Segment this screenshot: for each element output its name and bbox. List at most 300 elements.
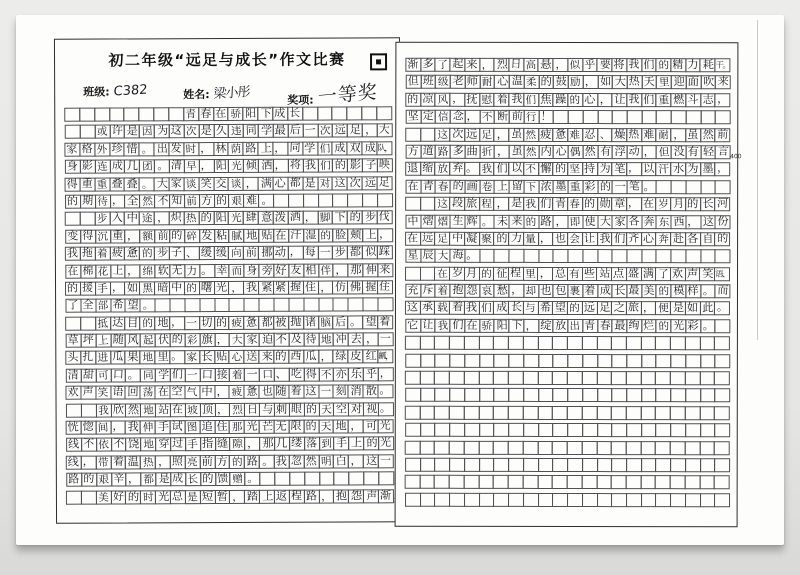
grid-cell: 然 — [700, 128, 716, 142]
grid-cell: 来 — [464, 58, 480, 72]
grid-cell — [65, 316, 81, 330]
grid-cell: 可 — [96, 368, 112, 382]
grid-row — [405, 92, 730, 107]
grid-cell: 次 — [449, 127, 465, 141]
name-value: 梁小彤 — [213, 84, 250, 103]
grid-cell: 的 — [65, 282, 81, 296]
grid-cell: 无 — [169, 264, 185, 278]
grid-cell: 着 — [377, 315, 393, 329]
grid-cell — [493, 336, 509, 350]
grid-cell: 老 — [450, 75, 466, 89]
grid-row — [65, 158, 393, 173]
grid-cell: 因 — [139, 125, 155, 139]
grid-cell — [155, 299, 171, 313]
grid-cell: 长 — [700, 197, 716, 211]
grid-cell: 程 — [479, 197, 495, 211]
grid-cell: 而 — [715, 284, 731, 298]
grid-cell — [686, 110, 702, 124]
grid-cell: 紧 — [273, 281, 289, 295]
grid-cell — [715, 389, 731, 403]
grid-cell: 疲 — [538, 128, 554, 142]
grid-cell: 渐 — [378, 489, 394, 503]
grid-cell: 得 — [304, 367, 320, 381]
grid-cell: 师 — [465, 75, 481, 89]
grid-cell — [700, 423, 716, 437]
grid-cell: ， — [626, 162, 642, 176]
grid-cell — [685, 458, 701, 472]
grid-cell: 的 — [170, 333, 186, 347]
grid-cell — [361, 106, 377, 120]
grid-cell — [641, 110, 657, 124]
grid-cell — [538, 354, 554, 368]
grid-cell — [319, 472, 335, 486]
grid-cell — [419, 475, 435, 489]
grid-cell: 绽 — [538, 319, 554, 333]
grid-cell: 远 — [464, 127, 480, 141]
grid-cell: 热 — [626, 128, 642, 142]
grid-cell: 上 — [348, 437, 364, 451]
grid-cell: ！ — [538, 110, 554, 124]
grid-cell: 交 — [213, 177, 229, 191]
grid-row — [65, 211, 393, 226]
grid-cell: 仿 — [332, 280, 348, 294]
grid-cell: 墨 — [700, 163, 716, 177]
grid-cell: 洒 — [288, 211, 304, 225]
grid-cell: 中 — [199, 385, 215, 399]
grid-cell — [567, 423, 583, 437]
grid-cell: 如 — [685, 302, 701, 316]
grid-cell: 的 — [273, 350, 289, 364]
grid-cell — [405, 371, 421, 385]
grid-cell — [494, 249, 510, 263]
grid-cell: 站 — [596, 267, 612, 281]
grid-cell: 与 — [523, 301, 539, 315]
grid-row — [405, 336, 730, 351]
grid-cell: 躁 — [553, 93, 569, 107]
grid-cell — [435, 353, 451, 367]
grid-cell: 长 — [185, 472, 201, 486]
grid-cell: ， — [494, 145, 510, 159]
grid-cell: 后 — [333, 315, 349, 329]
grid-cell: ， — [348, 454, 364, 468]
grid-cell: 林 — [213, 142, 229, 156]
grid-cell: 道 — [420, 145, 436, 159]
grid-cell: 持 — [582, 162, 598, 176]
grid-cell: 光 — [228, 211, 244, 225]
grid-cell — [582, 458, 598, 472]
grid-cell: 然 — [523, 127, 539, 141]
grid-cell: 照 — [170, 455, 186, 469]
grid-cell: 的 — [656, 284, 672, 298]
grid-cell: 最 — [626, 284, 642, 298]
grid-cell: 怨 — [464, 284, 480, 298]
award-value: 一等奖 — [317, 80, 379, 109]
grid-cell: 的 — [538, 75, 554, 89]
grid-cell — [626, 371, 642, 385]
grid-cell — [567, 371, 583, 385]
grid-cell: 住 — [377, 280, 393, 294]
grid-cell — [493, 475, 509, 489]
grid-cell: 进 — [95, 351, 111, 365]
grid-cell: 海 — [450, 249, 466, 263]
grid-cell: ， — [273, 159, 289, 173]
grid-cell — [347, 193, 363, 207]
grid-cell: 棉 — [80, 264, 96, 278]
grid-cell: 齐 — [626, 232, 642, 246]
grid-cell: 前 — [154, 229, 170, 243]
grid-cell: 穿 — [155, 438, 171, 452]
grid-cell: 不 — [479, 110, 495, 124]
grid-cell: 发 — [199, 229, 215, 243]
grid-cell: 亮 — [185, 455, 201, 469]
grid-cell: 渐 — [405, 58, 421, 72]
grid-cell: 是 — [155, 472, 171, 486]
grid-cell — [597, 493, 613, 507]
grid-cell: 一 — [612, 180, 628, 194]
grid-cell: 们 — [538, 197, 554, 211]
grid-cell: 。 — [245, 472, 261, 486]
grid-cell: 芒 — [259, 420, 275, 434]
grid-cell: 的 — [332, 159, 348, 173]
grid-cell: 们 — [523, 93, 539, 107]
grid-cell — [334, 472, 350, 486]
grid-cell — [567, 475, 583, 489]
grid-cell: 学 — [302, 141, 318, 155]
grid-cell: 语 — [110, 386, 126, 400]
grid-cell — [523, 388, 539, 402]
grid-cell — [685, 389, 701, 403]
grid-row — [65, 298, 393, 313]
grid-cell: 彩 — [185, 333, 201, 347]
grid-cell: 前 — [184, 194, 200, 208]
grid-cell: 春 — [435, 180, 451, 194]
grid-cell: 言 — [715, 145, 731, 159]
grid-cell: 中 — [405, 214, 421, 228]
grid-cell: 岁 — [449, 266, 465, 280]
grid-cell: 凝 — [464, 232, 480, 246]
grid-cell: ， — [465, 110, 481, 124]
grid-cell: 怨 — [348, 489, 364, 503]
grid-cell — [303, 194, 319, 208]
grid-cell — [478, 371, 494, 385]
grid-cell: 在 — [170, 403, 186, 417]
grid-cell: 放 — [553, 319, 569, 333]
grid-cell: 地 — [243, 229, 259, 243]
grid-cell: 墨 — [553, 180, 569, 194]
grid-cell: 温 — [509, 75, 525, 89]
grid-cell — [508, 406, 524, 420]
grid-cell — [66, 403, 82, 417]
grid-cell: 欢 — [670, 267, 686, 281]
grid-cell: 挪 — [258, 246, 274, 260]
grid-cell: 奔 — [656, 232, 672, 246]
grid-cell: 在 — [213, 107, 229, 121]
grid-cell: 在 — [641, 197, 657, 211]
grid-cell — [289, 472, 305, 486]
grid-cell: 谈 — [183, 177, 199, 191]
grid-cell: 抵 — [95, 316, 111, 330]
grid-cell: 了 — [435, 58, 451, 72]
grid-cell — [405, 423, 421, 437]
grid-row — [405, 475, 730, 490]
grid-cell: ， — [110, 194, 126, 208]
grid-cell: 我 — [274, 455, 290, 469]
class-label: 班级: — [83, 85, 110, 99]
grid-cell: 回 — [125, 386, 141, 400]
grid-cell: 程 — [289, 489, 305, 503]
grid-cell: 额 — [139, 229, 155, 243]
grid-cell: 信 — [435, 110, 451, 124]
grid-cell: 依 — [96, 438, 112, 452]
grid-cell: 叠 — [109, 177, 125, 191]
grid-cell: 章 — [611, 197, 627, 211]
grid-cell — [523, 423, 539, 437]
grid-cell: 好 — [110, 490, 126, 504]
grid-cell: 辛 — [111, 473, 127, 487]
grid-cell: 站 — [155, 403, 171, 417]
grid-cell — [567, 458, 583, 472]
grid-cell — [714, 441, 730, 455]
grid-cell: 时 — [183, 142, 199, 156]
grid-cell: 满 — [258, 176, 274, 190]
grid-cell: 笔 — [627, 180, 643, 194]
grid-cell: 送 — [244, 350, 260, 364]
grid-cell: 动 — [273, 246, 289, 260]
grid-cell — [714, 458, 730, 472]
grid-cell: 全 — [124, 194, 140, 208]
grid-cell: 线 — [66, 438, 82, 452]
grid-cell — [434, 371, 450, 385]
grid-cell: 空 — [169, 385, 185, 399]
grid-cell: 希 — [110, 299, 126, 313]
grid-cell: 耗 — [700, 58, 716, 72]
grid-cell: 前 — [243, 246, 259, 260]
grid-cell: 恍 — [66, 421, 82, 435]
grid-cell: 艰 — [228, 194, 244, 208]
grid-cell — [596, 406, 612, 420]
grid-cell — [464, 371, 480, 385]
grid-cell: 日 — [508, 58, 524, 72]
grid-cell: 这 — [363, 454, 379, 468]
grid-cell: 心 — [273, 176, 289, 190]
grid-cell — [347, 106, 363, 120]
grid-cell: 及 — [289, 333, 305, 347]
grid-cell: 勋 — [597, 197, 613, 211]
grid-cell: 馈 — [215, 472, 231, 486]
grid-row — [65, 124, 393, 139]
grid-cell: 在 — [65, 264, 81, 278]
grid-cell: 上 — [259, 489, 275, 503]
grid-cell: 曲 — [465, 145, 481, 159]
grid-cell: 的 — [198, 211, 214, 225]
grid-cell — [611, 389, 627, 403]
grid-cell: 着 — [435, 284, 451, 298]
grid-cell: 希 — [538, 301, 554, 315]
grid-cell: 明 — [318, 454, 334, 468]
grid-cell: 内 — [538, 145, 554, 159]
grid-cell: 程 — [508, 267, 524, 281]
grid-cell — [626, 423, 642, 437]
grid-cell: 如 — [597, 75, 613, 89]
grid-cell — [434, 475, 450, 489]
grid-cell — [464, 423, 480, 437]
grid-cell: 谈 — [228, 176, 244, 190]
grid-cell — [626, 406, 642, 420]
grid-cell — [420, 127, 436, 141]
grid-cell: 没 — [671, 145, 687, 159]
grid-cell: 月 — [464, 267, 480, 281]
grid-cell — [656, 180, 672, 194]
grid-cell: 的 — [405, 92, 421, 106]
grid-cell — [464, 458, 480, 472]
grid-cell — [449, 336, 465, 350]
grid-cell — [582, 406, 598, 420]
grid-cell — [479, 493, 495, 507]
grid-cell: 惫 — [243, 316, 259, 330]
grid-cell — [656, 423, 672, 437]
grid-cell: 青 — [420, 179, 436, 193]
grid-cell: ， — [154, 212, 170, 226]
grid-cell — [611, 493, 627, 507]
grid-cell — [700, 371, 716, 385]
grid-cell: 的 — [303, 420, 319, 434]
grid-cell — [641, 423, 657, 437]
grid-cell: 抛 — [288, 315, 304, 329]
grid-cell: 头 — [65, 351, 81, 365]
grid-cell: 各 — [627, 215, 643, 229]
grid-cell — [626, 475, 642, 489]
grid-cell: 阳 — [213, 159, 229, 173]
grid-cell: 、 — [597, 128, 613, 142]
grid-cell — [537, 475, 553, 489]
grid-cell: 诸 — [303, 315, 319, 329]
grid-cell: 热 — [184, 211, 200, 225]
grid-cell: 疲 — [109, 247, 125, 261]
grid-cell: ， — [126, 473, 142, 487]
grid-cell: 我 — [464, 301, 480, 315]
grid-cell — [626, 458, 642, 472]
grid-cell: 慰 — [479, 93, 495, 107]
grid-cell: 路 — [538, 214, 554, 228]
grid-cell: 带 — [95, 455, 111, 469]
grid-cell: 。 — [258, 194, 274, 208]
grid-cell: 追 — [199, 420, 215, 434]
grid-row — [66, 419, 394, 434]
class-value: C382 — [113, 82, 148, 100]
grid-cell: 难 — [641, 128, 657, 142]
grid-cell — [537, 371, 553, 385]
grid-cell — [405, 388, 421, 402]
grid-cell: 美 — [641, 284, 657, 298]
grid-cell: 绵 — [140, 264, 156, 278]
grid-cell: 坚 — [567, 162, 583, 176]
grid-cell — [420, 423, 436, 437]
grid-cell: 春 — [198, 107, 214, 121]
grid-cell: 心 — [553, 145, 569, 159]
header-fields — [55, 78, 399, 108]
grid-cell: 我 — [243, 281, 259, 295]
grid-cell — [377, 193, 393, 207]
grid-cell — [640, 441, 656, 455]
grid-cell: ， — [110, 420, 126, 434]
grid-cell: 光 — [244, 420, 260, 434]
grid-cell: 抱 — [450, 284, 466, 298]
grid-cell: 身 — [65, 160, 81, 174]
grid-cell: 。 — [464, 162, 480, 176]
grid-cell: 格 — [79, 142, 95, 156]
grid-cell — [434, 406, 450, 420]
grid-cell: 家 — [612, 215, 628, 229]
grid-cell: 对 — [348, 402, 364, 416]
grid-cell: 待 — [303, 333, 319, 347]
grid-cell: 得 — [65, 177, 81, 191]
grid-cell: 坪 — [80, 334, 96, 348]
grid-cell — [714, 371, 730, 385]
grid-cell: 刺 — [274, 402, 290, 416]
grid-cell — [479, 458, 495, 472]
grid-cell — [523, 371, 539, 385]
grid-cell — [553, 110, 569, 124]
grid-cell: 哀 — [479, 284, 495, 298]
grid-cell — [714, 476, 730, 490]
grid-cell — [405, 197, 421, 211]
grid-cell — [493, 493, 509, 507]
grid-cell: 着 — [449, 301, 465, 315]
grid-cell: 精 — [670, 58, 686, 72]
grid-cell: ， — [378, 367, 394, 381]
grid-cell: 不 — [274, 333, 290, 347]
grid-cell — [670, 354, 686, 368]
grid-cell: 双 — [347, 141, 363, 155]
grid-cell — [611, 458, 627, 472]
grid-cell — [376, 106, 392, 120]
grid-cell — [552, 493, 568, 507]
grid-cell: ， — [318, 350, 334, 364]
grid-cell — [699, 406, 715, 420]
grid-cell: 次 — [317, 124, 333, 138]
grid-cell: 亦 — [333, 367, 349, 381]
grid-cell: ， — [155, 455, 171, 469]
grid-cell: 它 — [405, 319, 421, 333]
grid-cell: 也 — [538, 284, 554, 298]
grid-cell: 放 — [435, 162, 451, 176]
grid-cell: 。 — [641, 180, 657, 194]
grid-cell: 便 — [655, 302, 671, 316]
grid-cell: 抚 — [464, 93, 480, 107]
grid-cell: 为 — [597, 162, 613, 176]
grid-cell — [582, 493, 598, 507]
grid-cell: ， — [553, 58, 569, 72]
grid-cell — [405, 475, 421, 489]
grid-cell — [714, 493, 730, 507]
grid-cell — [553, 249, 569, 263]
grid-cell: 美 — [96, 490, 112, 504]
grid-cell: 的 — [567, 93, 583, 107]
grid-cell: ， — [348, 419, 364, 433]
grid-cell: 的 — [65, 195, 81, 209]
grid-cell: 疲 — [229, 316, 245, 330]
grid-cell — [537, 336, 553, 350]
grid-row — [405, 371, 730, 386]
grid-cell: 上 — [362, 228, 378, 242]
grid-cell: 次 — [347, 176, 363, 190]
grid-cell: 大 — [612, 75, 628, 89]
grid-cell: 。 — [347, 315, 363, 329]
grid-cell: ， — [125, 229, 141, 243]
grid-cell: 成 — [170, 472, 186, 486]
grid-cell: ， — [450, 93, 466, 107]
grid-cell — [288, 298, 304, 312]
